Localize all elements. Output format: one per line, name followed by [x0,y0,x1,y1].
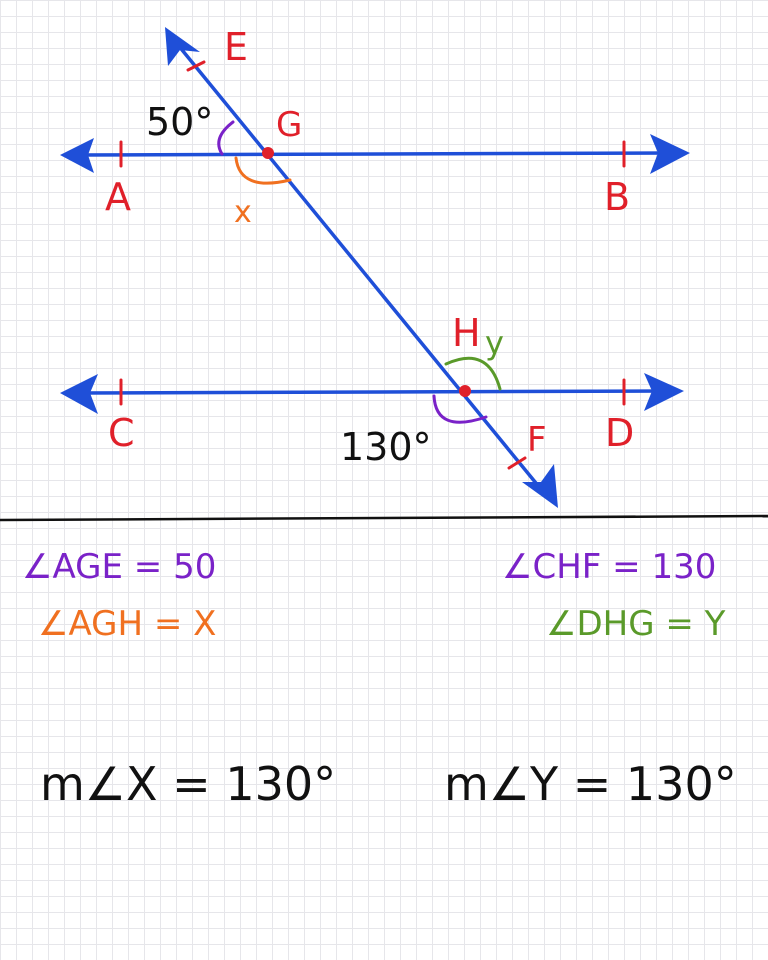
point-h [459,385,471,397]
label-b: B [604,175,631,219]
angle-age-value: 50° [146,100,214,144]
given-agh: ∠AGH = X [38,604,217,644]
label-g: G [276,105,303,145]
point-g [262,147,274,159]
label-d: D [605,411,635,455]
arrowhead-top-icon [165,27,200,66]
angle-age-arc [219,122,233,154]
answer-y: m∠Y = 130° [444,757,737,811]
divider-line [0,516,768,520]
label-h: H [452,311,481,355]
label-f: F [527,420,547,460]
label-e: E [224,25,249,69]
angle-chf-value: 130° [340,425,432,469]
line-cd [60,373,684,414]
angle-chf-arc [434,396,486,422]
given-age: ∠AGE = 50 [22,547,217,587]
given-dhg: ∠DHG = Y [546,604,726,644]
angle-y-label: y [485,324,504,362]
label-a: A [105,175,131,219]
answer-x: m∠X = 130° [40,757,337,811]
angle-x-label: x [234,195,252,230]
given-chf: ∠CHF = 130 [502,547,717,587]
label-c: C [108,411,135,455]
